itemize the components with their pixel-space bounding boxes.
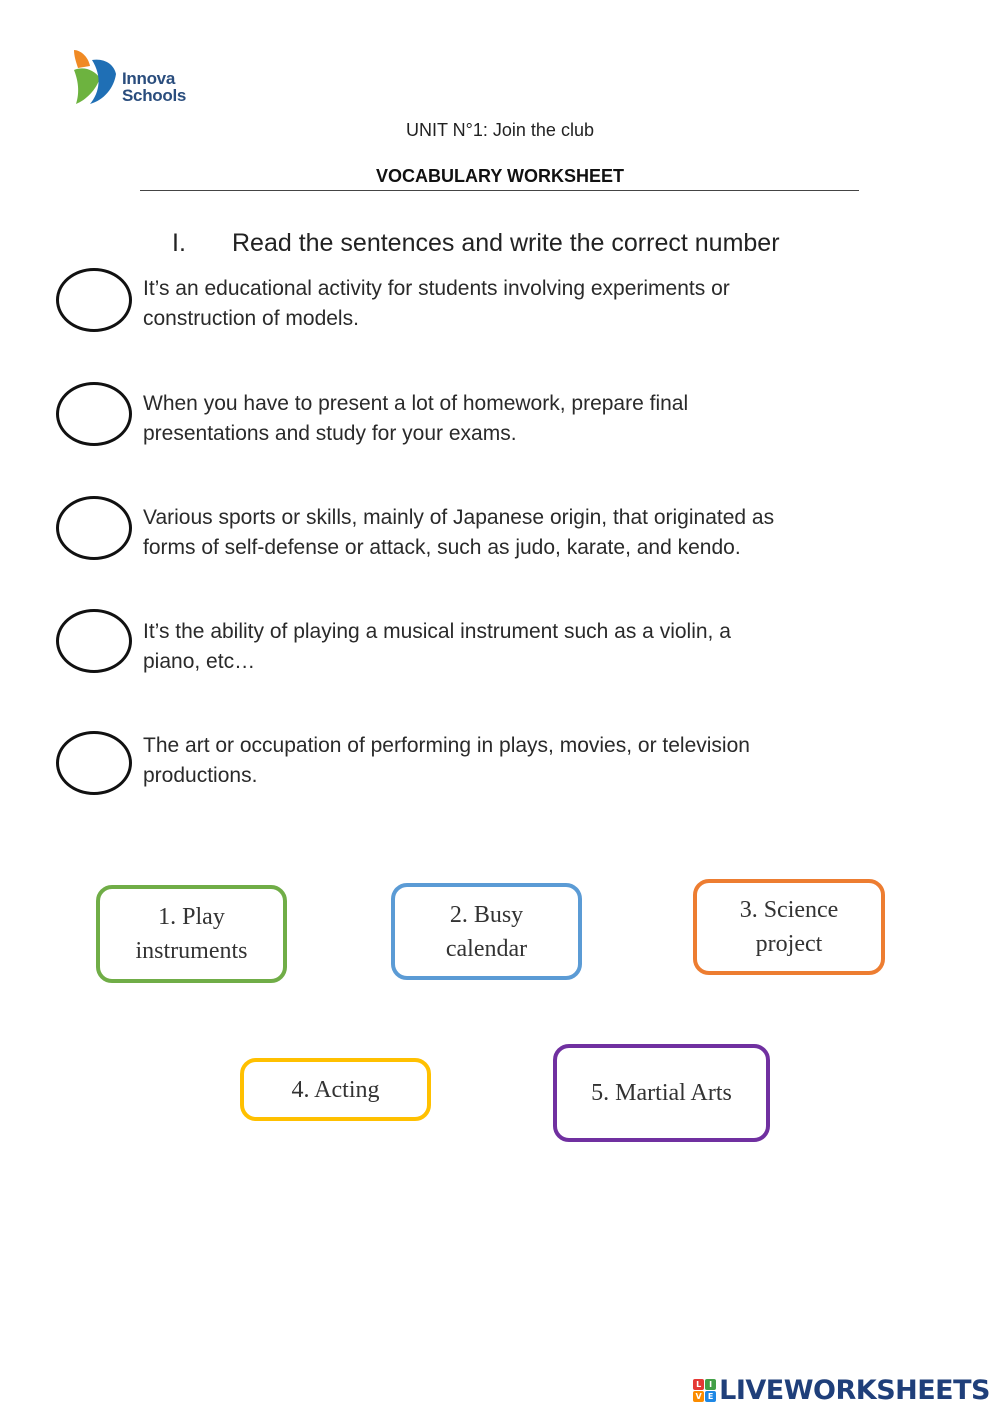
option-busy-calendar[interactable]: [391, 883, 582, 980]
liveworksheets-brand: [693, 1375, 990, 1405]
sentence-line: productions.: [143, 764, 258, 787]
worksheet-title: VOCABULARY WORKSHEET: [375, 166, 624, 186]
option-line: calendar: [445, 935, 528, 962]
badge-letter: I: [705, 1379, 716, 1390]
answer-circle-3[interactable]: [56, 496, 132, 560]
sentence-line: Various sports or skills, mainly of Japanese origin, that originated as: [143, 506, 775, 529]
sentence-line: When you have to present a lot of homework, prepare final: [143, 392, 689, 415]
option-line: 2. Busy: [449, 901, 524, 928]
answer-circle-1[interactable]: [56, 268, 132, 332]
badge-letter: E: [705, 1391, 716, 1402]
answer-circle-4[interactable]: [56, 609, 132, 673]
badge-letter: L: [693, 1379, 704, 1390]
option-line: 3. Science: [739, 897, 839, 923]
option-line: instruments: [135, 938, 248, 964]
option-line: 5. Martial Arts: [591, 1080, 732, 1106]
option-science-project[interactable]: [693, 879, 885, 975]
sentence-5: [143, 731, 873, 791]
option-line: 1. Play: [158, 904, 225, 930]
option-line: project: [755, 931, 823, 957]
sentence-line: It’s the ability of playing a musical instrument such as a violin, a: [143, 620, 731, 643]
liveworksheets-wordmark: LIVEWORKSHEETS: [719, 1374, 990, 1406]
sentence-4: [143, 617, 873, 677]
instruction-text: Read the sentences and write the correct number: [232, 229, 780, 257]
option-martial-arts[interactable]: [553, 1044, 770, 1142]
option-line: 4. Acting: [291, 1076, 380, 1103]
option-play-instruments[interactable]: [96, 885, 287, 983]
logo-line1: Innova: [122, 69, 175, 88]
unit-title: UNIT N°1: Join the club: [406, 120, 594, 140]
sentence-line: piano, etc…: [143, 650, 256, 673]
sentence-line: It’s an educational activity for students involving experiments or: [143, 277, 730, 300]
badge-letter: V: [693, 1391, 704, 1402]
sentence-1: [143, 274, 873, 334]
sentence-3: [143, 503, 873, 563]
sentence-line: construction of models.: [143, 307, 359, 330]
sentence-2: [143, 389, 873, 449]
sentence-line: The art or occupation of performing in plays, movies, or television: [143, 734, 750, 757]
answer-circle-5[interactable]: [56, 731, 132, 795]
logo-line2: Schools: [122, 86, 187, 105]
title-divider: [140, 190, 859, 191]
liveworksheets-badge-icon: [693, 1379, 716, 1402]
option-acting[interactable]: [240, 1058, 431, 1121]
sentence-line: presentations and study for your exams.: [143, 422, 517, 445]
answer-circle-2[interactable]: [56, 382, 132, 446]
sentence-line: forms of self-defense or attack, such as judo, karate, and kendo.: [143, 536, 741, 559]
instruction: [172, 229, 780, 258]
logo-wordmark: [122, 70, 186, 104]
instruction-number: I.: [172, 229, 186, 257]
